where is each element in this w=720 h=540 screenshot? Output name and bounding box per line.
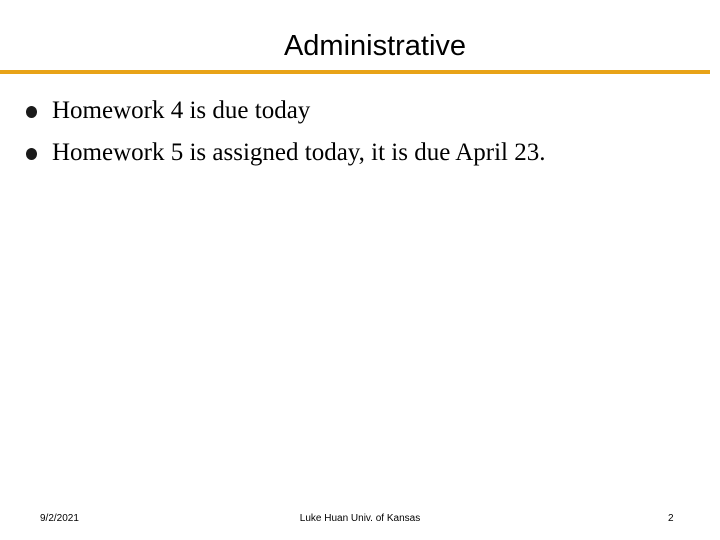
bullet-item xyxy=(26,90,545,132)
bullet-dot-icon xyxy=(26,148,37,160)
footer-date: 9/2/2021 xyxy=(40,513,79,524)
bullet-item xyxy=(26,132,545,174)
bullet-list xyxy=(26,90,545,174)
page-number: 2 xyxy=(668,513,674,524)
footer-author: Luke Huan Univ. of Kansas xyxy=(299,513,421,524)
bullet-text: Homework 5 is assigned today, it is due April 23. xyxy=(52,139,546,166)
bullet-dot-icon xyxy=(26,106,37,118)
title-divider xyxy=(0,70,710,74)
bullet-text: Homework 4 is due today xyxy=(52,97,311,124)
slide-title: Administrative xyxy=(283,30,467,62)
